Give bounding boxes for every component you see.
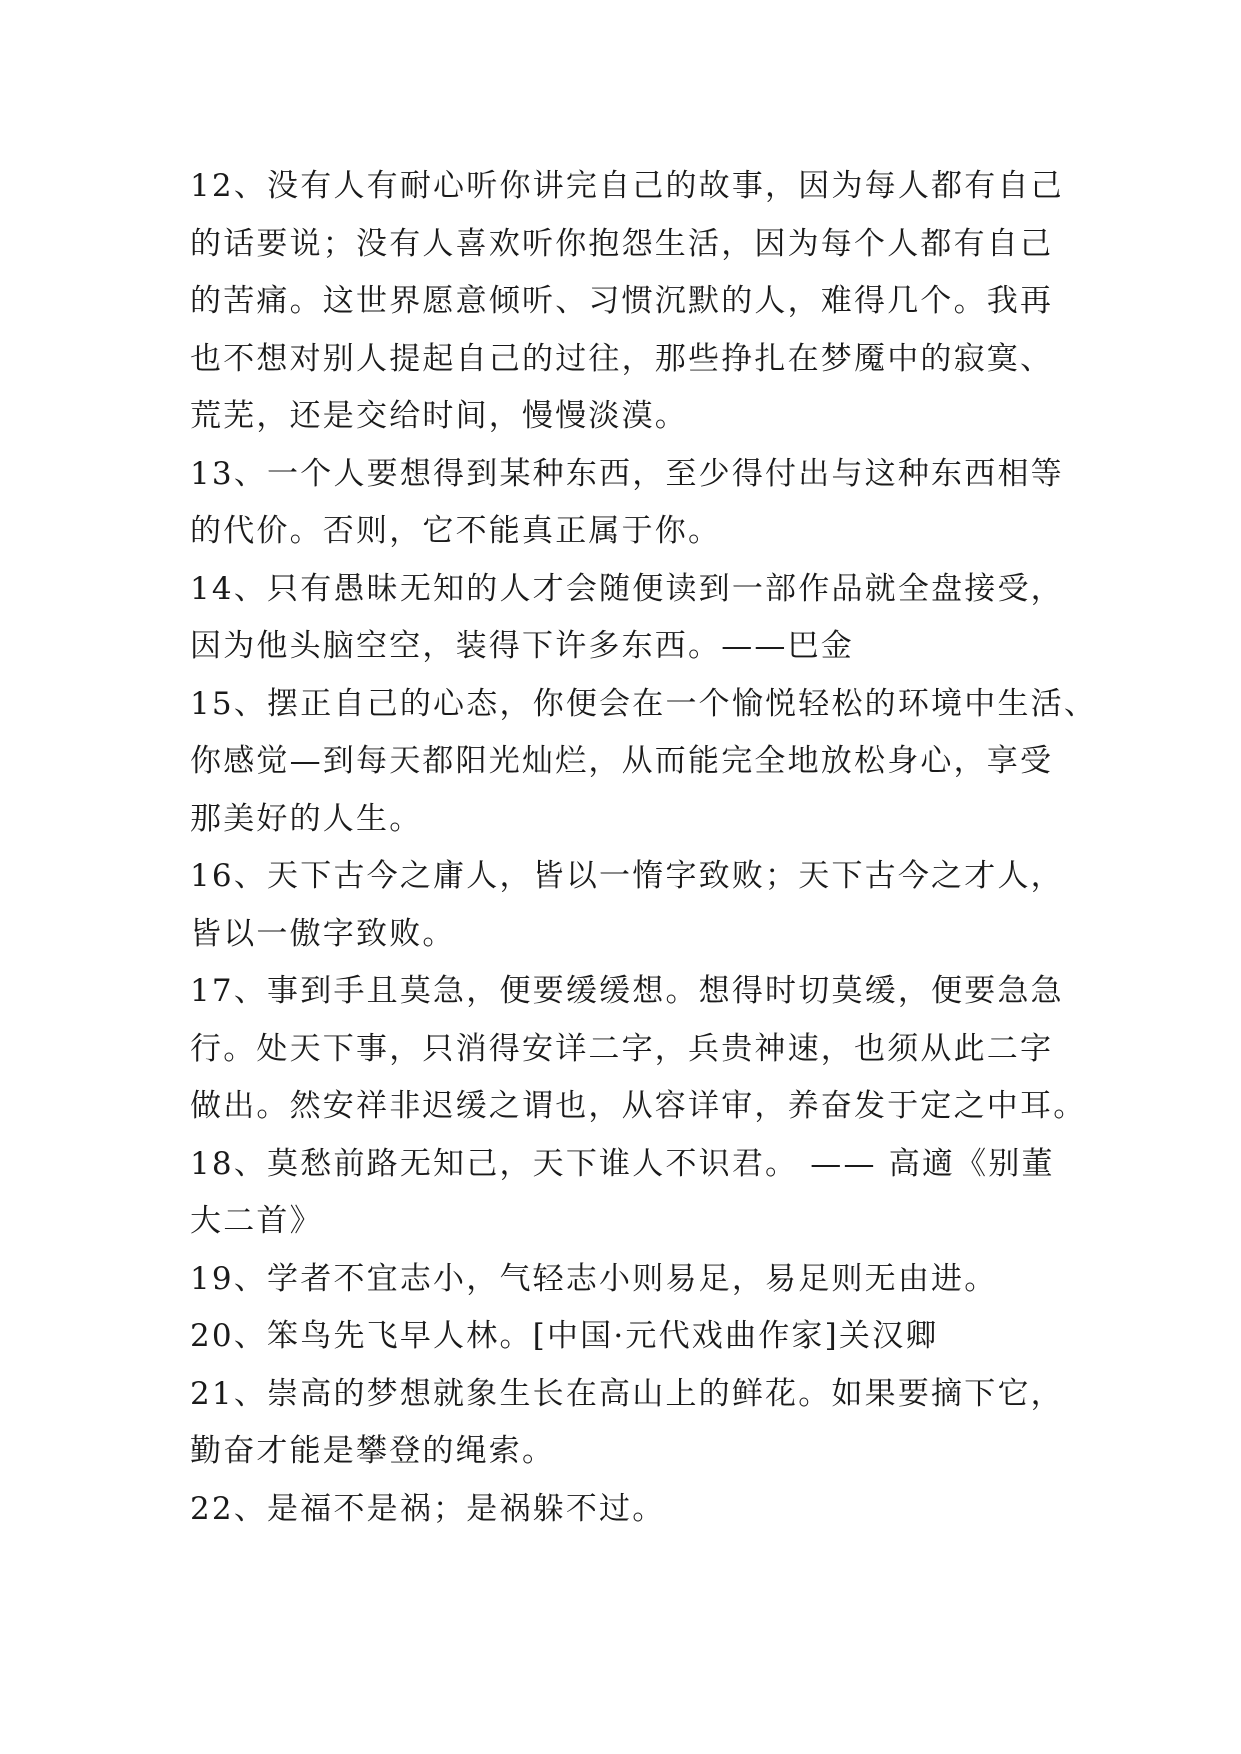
text-line: 16、天下古今之庸人，皆以一惰字致败；天下古今之才人， bbox=[190, 858, 1064, 894]
text-line: 大二首》 bbox=[190, 1203, 323, 1239]
text-line: 的代价。否则，它不能真正属于你。 bbox=[190, 513, 722, 549]
text-line: 勤奋才能是攀登的绳索。 bbox=[190, 1433, 556, 1469]
text-line: 皆以一傲字致败。 bbox=[190, 915, 456, 952]
text-line: 13、一个人要想得到某种东西，至少得付出与这种东西相等 bbox=[190, 455, 1064, 492]
text-line: 19、学者不宜志小，气轻志小则易足，易足则无由进。 bbox=[190, 1260, 998, 1297]
text-line: 的话要说；没有人喜欢听你抱怨生活，因为每个人都有自己 bbox=[190, 225, 1054, 262]
text-line: 的苦痛。这世界愿意倾听、习惯沉默的人，难得几个。我再 bbox=[190, 283, 1054, 319]
text-line: 12、没有人有耐心听你讲完自己的故事，因为每人都有自己 bbox=[190, 168, 1064, 204]
text-line: 15、摆正自己的心态，你便会在一个愉悦轻松的环境中生活、 bbox=[190, 685, 1098, 722]
text-line: 因为他头脑空空，装得下许多东西。——巴金 bbox=[190, 628, 854, 664]
text-line: 行。处天下事，只消得安详二字，兵贵神速，也须从此二字 bbox=[190, 1030, 1054, 1067]
text-line: 也不想对别人提起自己的过往，那些挣扎在梦魇中的寂寞、 bbox=[190, 340, 1054, 377]
text-line: 21、崇高的梦想就象生长在高山上的鲜花。如果要摘下它， bbox=[190, 1375, 1064, 1412]
text-line: 22、是福不是祸；是祸躲不过。 bbox=[190, 1490, 666, 1527]
text-line: 14、只有愚昧无知的人才会随便读到一部作品就全盘接受， bbox=[190, 570, 1064, 607]
text-line: 你感觉—到每天都阳光灿烂，从而能完全地放松身心，享受 bbox=[190, 743, 1054, 779]
document-body bbox=[190, 158, 1098, 1538]
text-line: 20、笨鸟先飞早人林。[中国·元代戏曲作家]关汉卿 bbox=[190, 1318, 939, 1354]
text-line: 17、事到手且莫急，便要缓缓想。想得时切莫缓，便要急急 bbox=[190, 973, 1064, 1009]
text-line: 18、莫愁前路无知己，天下谁人不识君。 —— 高適《别董 bbox=[190, 1145, 1055, 1182]
text-line: 荒芜，还是交给时间，慢慢淡漠。 bbox=[190, 398, 688, 434]
text-line: 那美好的人生。 bbox=[190, 800, 423, 837]
text-line: 做出。然安祥非迟缓之谓也，从容详审，养奋发于定之中耳。 bbox=[190, 1088, 1087, 1124]
